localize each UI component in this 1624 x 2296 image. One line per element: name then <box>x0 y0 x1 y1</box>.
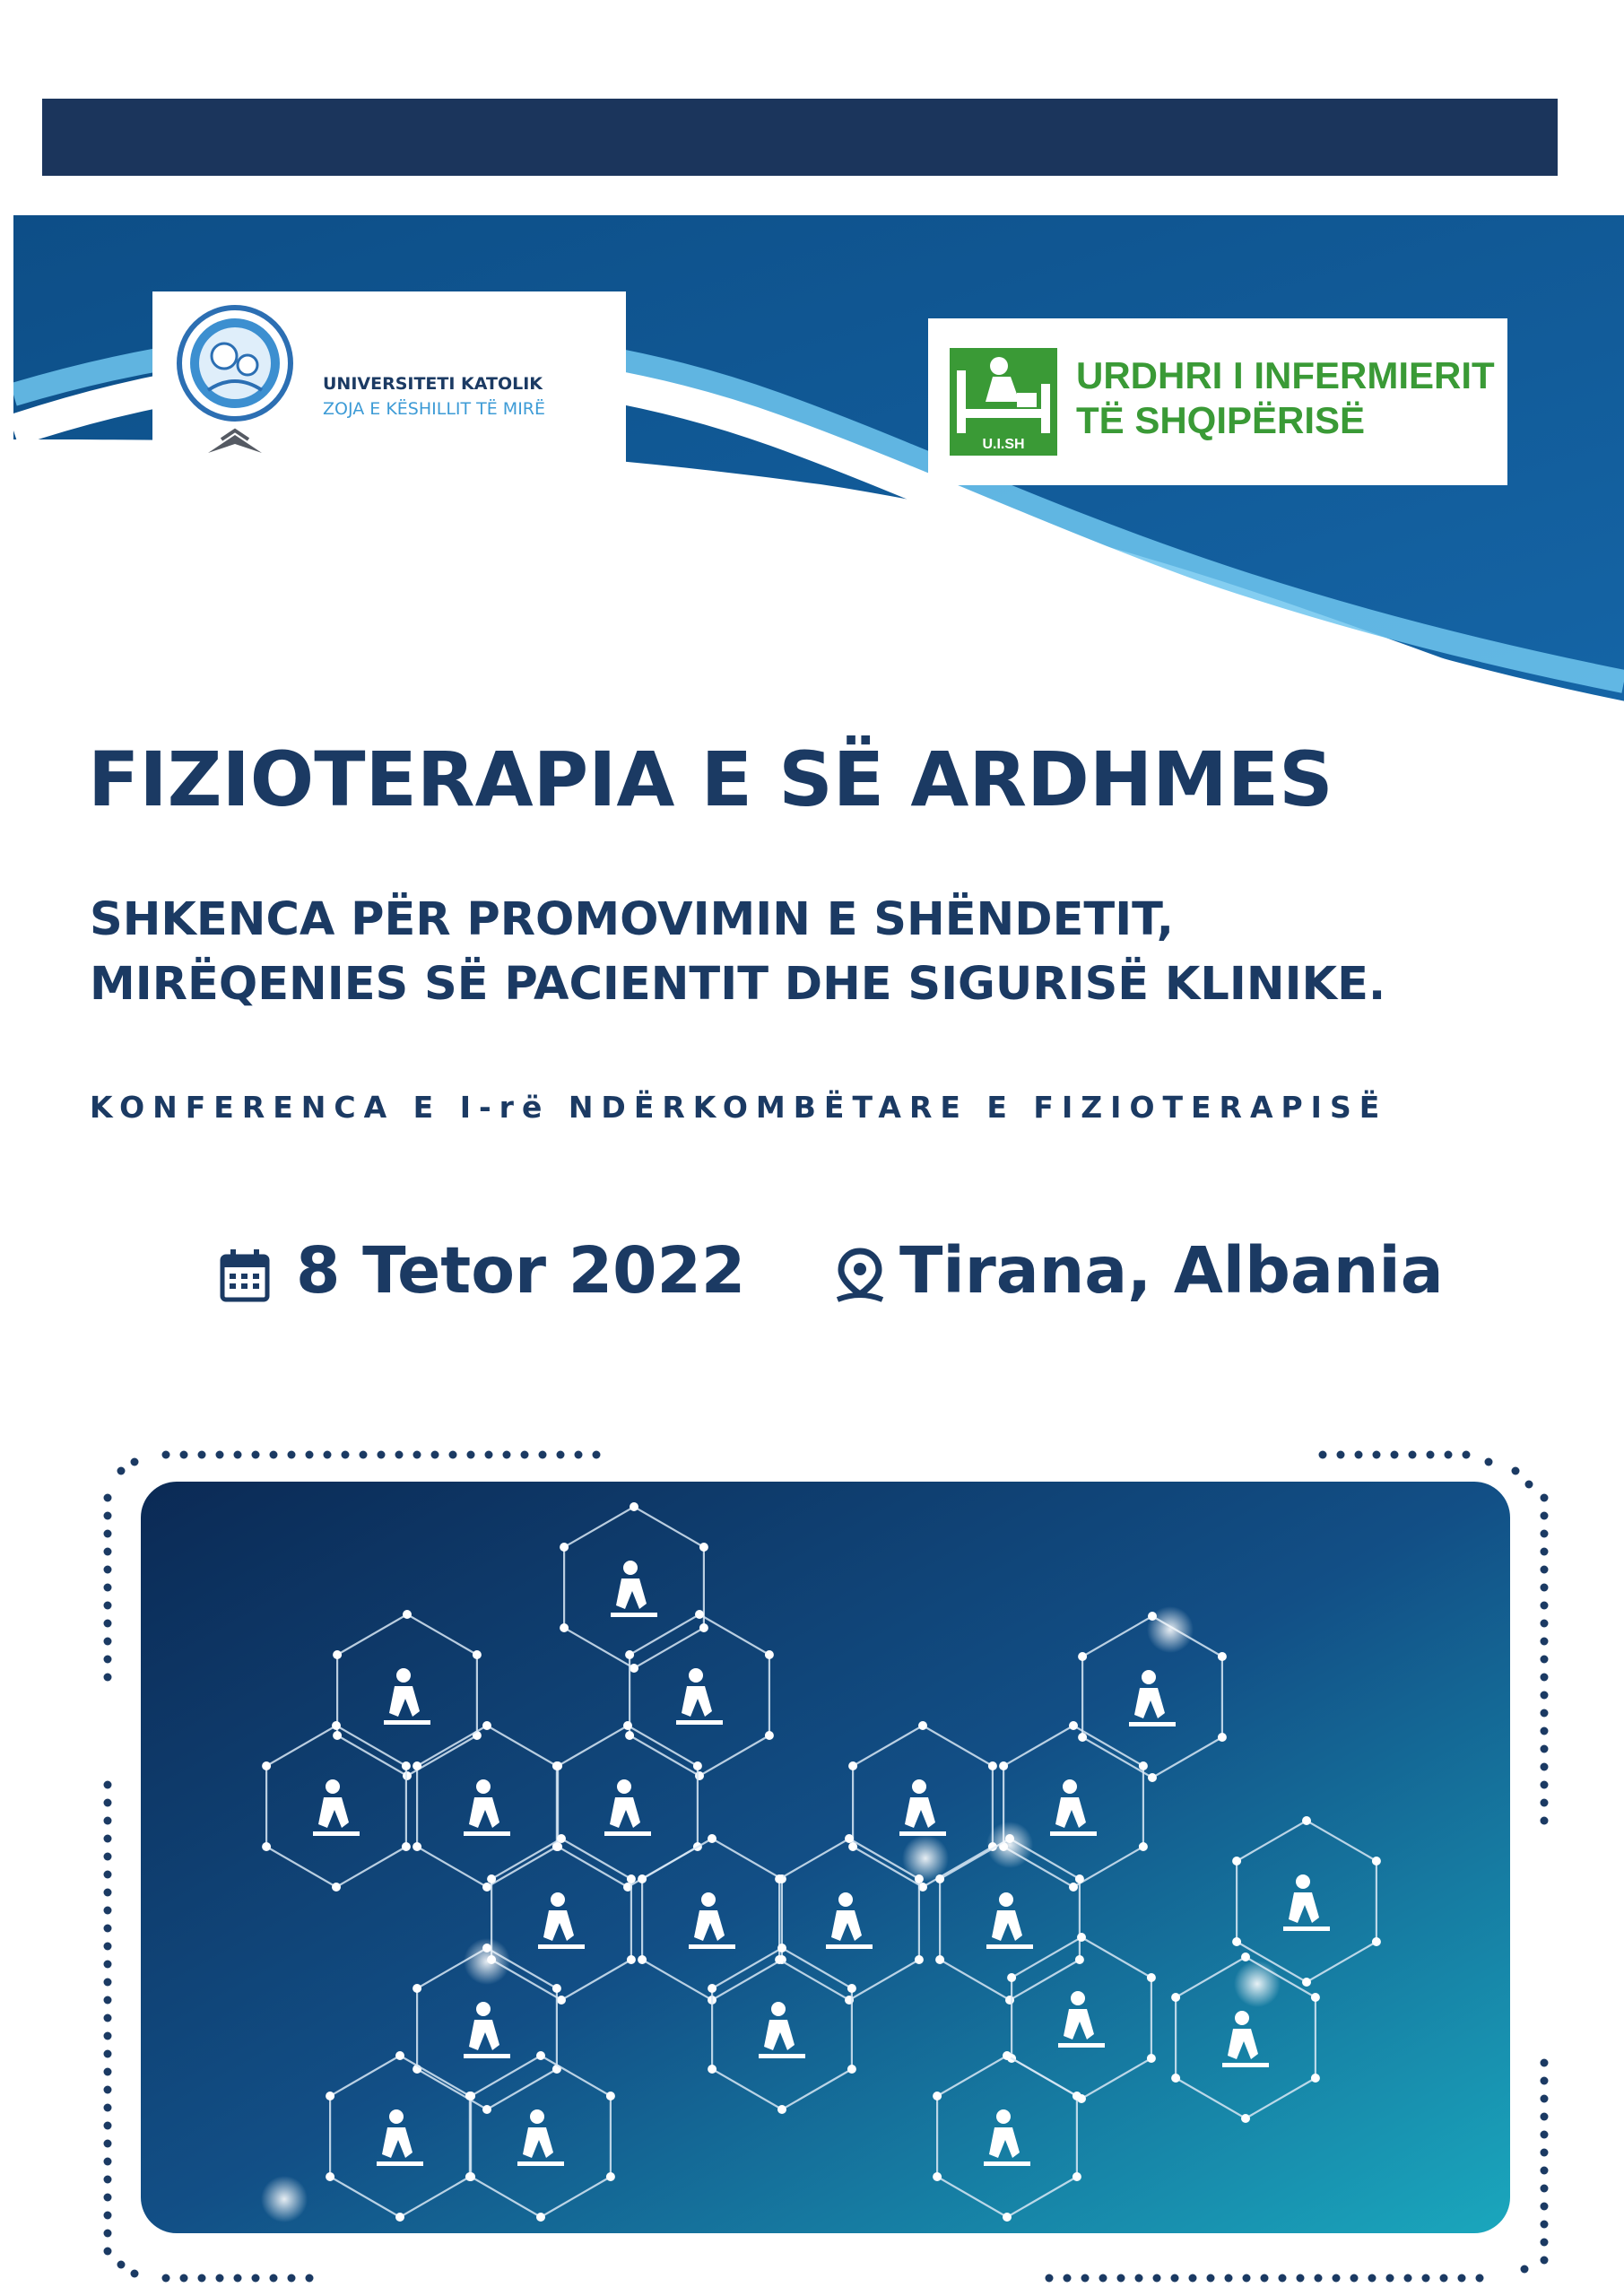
event-info-row <box>220 1233 1475 1314</box>
frame-dot <box>1046 2274 1054 2283</box>
frame-dot <box>395 1451 404 1459</box>
hexagon-node <box>627 1874 636 1883</box>
hexagon-node <box>1372 1937 1381 1946</box>
hexagon-node <box>1147 1973 1156 1982</box>
hexagon-node <box>1078 1733 1087 1742</box>
university-name-line1: UNIVERSITETI KATOLIK <box>323 374 543 394</box>
hexagon-node <box>708 1984 716 1993</box>
frame-dot <box>1541 2203 1549 2211</box>
frame-dot <box>104 1817 112 1825</box>
frame-dot <box>1333 2274 1341 2283</box>
frame-dot <box>1541 1817 1549 1825</box>
hexagon-node <box>623 1721 632 1730</box>
frame-dot <box>1355 1451 1363 1459</box>
frame-dot <box>1391 1451 1399 1459</box>
physiotherapy-icons-panel <box>141 1482 1510 2233</box>
hexagon-node <box>536 2051 545 2060</box>
university-logo <box>152 291 626 471</box>
nursing-order-line1: URDHRI I INFERMIERIT <box>1076 354 1495 396</box>
hexagon-node <box>553 1761 562 1770</box>
hexagon-node <box>1372 1857 1381 1866</box>
frame-dot <box>342 1451 350 1459</box>
frame-dot <box>1541 1763 1549 1771</box>
hexagon-node <box>848 1761 857 1770</box>
hexagon-node <box>1073 2092 1081 2100</box>
hexagon-node <box>1171 2074 1180 2083</box>
hexagon-node <box>933 2092 942 2100</box>
frame-dot <box>1373 1451 1381 1459</box>
frame-dot <box>1368 2274 1376 2283</box>
frame-dot <box>1081 2274 1090 2283</box>
frame-dot <box>104 1925 112 1933</box>
frame-dot <box>306 1451 314 1459</box>
frame-dot <box>104 1835 112 1843</box>
frame-dot <box>1541 1512 1549 1520</box>
hexagon-node <box>1311 2074 1320 2083</box>
frame-dot <box>104 1674 112 1682</box>
frame-dot <box>1541 1584 1549 1592</box>
university-seal-icon <box>172 300 298 471</box>
frame-dot <box>104 2122 112 2130</box>
frame-dot <box>1171 2274 1179 2283</box>
frame-dot <box>1541 1494 1549 1502</box>
frame-dot <box>104 1584 112 1592</box>
frame-dot <box>1541 1638 1549 1646</box>
hexagon-node <box>1232 1857 1241 1866</box>
hexagon-node <box>395 2051 404 2060</box>
frame-dot <box>1315 2274 1323 2283</box>
hexagon-node <box>1241 1952 1250 1961</box>
hexagon-node <box>332 1721 341 1730</box>
frame-dot <box>1427 1451 1435 1459</box>
frame-dot <box>104 1979 112 1987</box>
sparkle-glow <box>986 1822 1033 1868</box>
nursing-order-line2: TË SHQIPËRISË <box>1076 399 1366 441</box>
hexagon-node <box>466 2092 475 2100</box>
frame-dot <box>104 1638 112 1646</box>
frame-dot <box>1189 2274 1197 2283</box>
frame-dot <box>104 1494 112 1502</box>
hexagon-node <box>1148 1773 1157 1782</box>
hexagon-node <box>699 1543 708 1552</box>
hexagon-node <box>765 1650 774 1659</box>
frame-dot <box>104 1996 112 2005</box>
frame-dot <box>449 1451 457 1459</box>
hexagon-node <box>413 1842 421 1851</box>
frame-dot <box>216 2274 224 2283</box>
frame-dot <box>1422 2274 1430 2283</box>
hexagon-node <box>1302 1978 1311 1987</box>
hexagon-node <box>402 1761 411 1770</box>
frame-dot <box>104 2014 112 2022</box>
frame-dot <box>593 1451 601 1459</box>
frame-dot <box>104 1656 112 1664</box>
sparkle-glow <box>1234 1961 1281 2007</box>
frame-dot <box>104 2158 112 2166</box>
frame-dot <box>1541 1602 1549 1610</box>
hexagon-node <box>1218 1652 1227 1661</box>
badge-text: U.I.SH <box>982 437 1025 452</box>
frame-dot <box>234 1451 242 1459</box>
hexagon-node <box>606 2092 615 2100</box>
frame-dot <box>1409 1451 1417 1459</box>
frame-dot <box>1099 2274 1107 2283</box>
frame-dot <box>575 1451 583 1459</box>
frame-dot <box>1386 2274 1394 2283</box>
hexagon-node <box>1302 1816 1311 1825</box>
frame-dot <box>360 1451 368 1459</box>
hexagon-node <box>557 1834 566 1843</box>
frame-dot <box>1135 2274 1143 2283</box>
frame-dot <box>104 1907 112 1915</box>
frame-dot <box>1541 1709 1549 1718</box>
hexagon-node <box>1077 1933 1086 1942</box>
hexagon-node <box>1073 2172 1081 2181</box>
frame-dot <box>104 2230 112 2238</box>
frame-dot <box>1541 1745 1549 1753</box>
frame-dot <box>252 1451 260 1459</box>
location-pin-icon <box>834 1248 886 1303</box>
frame-dot <box>1541 2167 1549 2175</box>
frame-dot <box>1541 2257 1549 2265</box>
nurse-bed-icon <box>950 348 1057 456</box>
conference-kicker: KONFERENCA E I-rë NDËRKOMBËTARE E FIZIOTERAPISË <box>90 1090 1388 1125</box>
frame-dot <box>1458 2274 1466 2283</box>
hexagon-node <box>625 1650 634 1659</box>
frame-dot <box>1525 1481 1533 1489</box>
frame-dot <box>503 1451 511 1459</box>
frame-dot <box>104 1620 112 1628</box>
frame-dot <box>1261 2274 1269 2283</box>
frame-dot <box>1541 1548 1549 1556</box>
hexagon-node <box>262 1761 271 1770</box>
frame-dot <box>1153 2274 1161 2283</box>
frame-dot <box>1297 2274 1305 2283</box>
frame-dot <box>1541 2185 1549 2193</box>
hexagon-node <box>560 1623 569 1632</box>
hexagon-node <box>482 1721 491 1730</box>
hexagon-node <box>625 1731 634 1740</box>
frame-dot <box>104 1602 112 1610</box>
frame-dot <box>378 1451 386 1459</box>
hexagon-node <box>560 1543 569 1552</box>
frame-dot <box>324 1451 332 1459</box>
hexagon-node <box>1078 1652 1087 1661</box>
frame-dot <box>216 1451 224 1459</box>
hexagon-node <box>552 1984 561 1993</box>
frame-dot <box>288 2274 296 2283</box>
frame-dot <box>485 1451 493 1459</box>
hexagon-node <box>1311 1993 1320 2002</box>
sparkle-glow <box>1147 1606 1194 1653</box>
hexagon-node <box>413 1761 421 1770</box>
frame-dot <box>413 1451 421 1459</box>
hexagon-node <box>1007 1973 1016 1982</box>
university-name-line2: ZOJA E KËSHILLIT TË MIRË <box>323 399 546 419</box>
hexagon-node <box>638 1874 647 1883</box>
hexagon-node <box>333 1650 342 1659</box>
frame-dot <box>104 2050 112 2058</box>
frame-dot <box>198 2274 206 2283</box>
frame-dot <box>1541 1530 1549 1538</box>
hexagon-node <box>1005 1996 1014 2005</box>
frame-dot <box>180 2274 188 2283</box>
hexagon-node <box>413 1984 421 1993</box>
hexagon-node <box>487 1874 496 1883</box>
subtitle <box>90 888 1385 1017</box>
frame-dot <box>104 1943 112 1951</box>
hexagon-node <box>915 1955 924 1964</box>
hexagon-node <box>933 2172 942 2181</box>
frame-dot <box>104 1871 112 1879</box>
hexagon-node <box>918 1721 927 1730</box>
frame-dot <box>1541 1799 1549 1807</box>
frame-dot <box>104 2176 112 2184</box>
hexagon-node <box>1147 2054 1156 2063</box>
hexagon-node <box>847 2065 856 2074</box>
frame-dot <box>270 2274 278 2283</box>
sparkle-glow <box>464 1938 510 1985</box>
hexagon-node <box>557 1996 566 2005</box>
hexagon-node <box>845 1834 854 1843</box>
hexagon-node <box>1139 1761 1148 1770</box>
hexagon-node <box>777 2105 786 2114</box>
frame-dot <box>1541 2131 1549 2139</box>
hexagon-node <box>695 1610 704 1619</box>
hexagon-node <box>332 1883 341 1892</box>
event-date: 8 Tetor 2022 <box>296 1233 746 1308</box>
hexagon-node <box>326 2172 334 2181</box>
hexagon-node <box>326 2092 334 2100</box>
hexagon-node <box>606 2172 615 2181</box>
frame-dot <box>104 1853 112 1861</box>
frame-dot <box>162 1451 170 1459</box>
frame-dot <box>270 1451 278 1459</box>
frame-dot <box>198 1451 206 1459</box>
frame-dot <box>104 1566 112 1574</box>
frame-dot <box>1117 2274 1125 2283</box>
frame-dot <box>180 1451 188 1459</box>
frame-dot <box>104 1548 112 1556</box>
hexagon-node <box>1069 1721 1078 1730</box>
frame-dot <box>117 2261 126 2269</box>
nursing-order-logo <box>928 318 1507 485</box>
frame-dot <box>1541 1692 1549 1700</box>
frame-dot <box>104 2086 112 2094</box>
frame-dot <box>131 1458 139 1466</box>
frame-dot <box>104 2068 112 2076</box>
frame-dot <box>1279 2274 1287 2283</box>
hexagon-node <box>708 2065 716 2074</box>
hexagon-node <box>775 1955 784 1964</box>
hexagon-node <box>333 1731 342 1740</box>
frame-dot <box>1440 2274 1448 2283</box>
hexagon-node <box>699 1623 708 1632</box>
hexagon-node <box>847 1984 856 1993</box>
hexagon-node <box>988 1761 997 1770</box>
frame-dot <box>1521 2266 1529 2274</box>
frame-dot <box>104 2248 112 2256</box>
frame-dot <box>1207 2274 1215 2283</box>
event-place: Tirana, Albania <box>899 1233 1444 1308</box>
frame-dot <box>1541 2221 1549 2229</box>
frame-dot <box>431 1451 439 1459</box>
frame-dot <box>117 1467 126 1475</box>
hexagon-node <box>1139 1842 1148 1851</box>
hexagon-node <box>638 1955 647 1964</box>
frame-dot <box>1541 1656 1549 1664</box>
frame-dot <box>234 2274 242 2283</box>
hexagon-node <box>482 2105 491 2114</box>
hexagon-node <box>1003 2213 1012 2222</box>
frame-dot <box>162 2274 170 2283</box>
frame-dot <box>1541 2239 1549 2247</box>
frame-dot <box>104 1799 112 1807</box>
frame-dot <box>104 1781 112 1789</box>
hexagon-node <box>630 1502 638 1511</box>
hexagon-node <box>1069 1883 1078 1892</box>
hexagon-node <box>482 1883 491 1892</box>
frame-dot <box>539 1451 547 1459</box>
frame-dot <box>1541 2095 1549 2103</box>
frame-dot <box>1445 1451 1453 1459</box>
page-title: FIZIOTERAPIA E SË ARDHMES <box>88 735 1333 823</box>
hexagon-node <box>765 1731 774 1740</box>
frame-dot <box>104 2032 112 2040</box>
calendar-icon <box>220 1249 270 1303</box>
frame-dot <box>557 1451 565 1459</box>
frame-dot <box>1337 1451 1345 1459</box>
hexagon-node <box>775 1874 784 1883</box>
frame-dot <box>104 1530 112 1538</box>
frame-dot <box>288 1451 296 1459</box>
frame-dot <box>467 1451 475 1459</box>
hexagon-node <box>1232 1937 1241 1946</box>
hexagon-node <box>402 1842 411 1851</box>
frame-dot <box>104 2140 112 2148</box>
hexagon-node <box>630 1664 638 1673</box>
frame-dot <box>1225 2274 1233 2283</box>
subtitle-line1: SHKENCA PËR PROMOVIMIN E SHËNDETIT, <box>90 893 1175 946</box>
frame-dot <box>1064 2274 1072 2283</box>
frame-dot <box>104 1961 112 1969</box>
frame-dot <box>1319 1451 1327 1459</box>
hexagon-node <box>627 1955 636 1964</box>
hexagon-node <box>1218 1733 1227 1742</box>
frame-dot <box>1512 1467 1520 1475</box>
hexagon-node <box>999 1761 1008 1770</box>
top-banner-bar <box>42 99 1558 176</box>
hexagon-node <box>1075 1874 1084 1883</box>
hexagon-node <box>395 2213 404 2222</box>
frame-dot <box>1485 1458 1493 1466</box>
hexagon-node <box>1171 1993 1180 2002</box>
frame-dot <box>1541 1620 1549 1628</box>
hexagon-node <box>473 1650 482 1659</box>
hexagon-node <box>1003 2051 1012 2060</box>
frame-dot <box>1541 1674 1549 1682</box>
hexagon-node <box>708 1834 716 1843</box>
frame-dot <box>131 2270 139 2278</box>
frame-dot <box>521 1451 529 1459</box>
frame-dot <box>1541 1727 1549 1735</box>
hexagon-node <box>403 1610 412 1619</box>
frame-dot <box>1463 1451 1471 1459</box>
frame-dot <box>104 2194 112 2202</box>
frame-dot <box>1404 2274 1412 2283</box>
frame-dot <box>1243 2274 1251 2283</box>
frame-dot <box>104 2104 112 2112</box>
frame-dot <box>104 1889 112 1897</box>
frame-dot <box>104 2212 112 2220</box>
frame-dot <box>306 2274 314 2283</box>
frame-dot <box>1541 1781 1549 1789</box>
hexagon-node <box>693 1761 702 1770</box>
sparkle-glow <box>261 2176 308 2222</box>
frame-dot <box>1350 2274 1359 2283</box>
frame-dot <box>1541 2113 1549 2121</box>
frame-dot <box>1541 1566 1549 1574</box>
frame-dot <box>252 2274 260 2283</box>
frame-dot <box>1541 2059 1549 2067</box>
hexagon-node <box>777 1944 786 1952</box>
hexagon-node <box>1075 1955 1084 1964</box>
hexagon-node <box>536 2213 545 2222</box>
sparkle-glow <box>902 1835 949 1882</box>
frame-dot <box>104 1512 112 1520</box>
hexagon-node <box>466 2172 475 2181</box>
frame-dot <box>1541 2077 1549 2085</box>
frame-dot <box>1541 2149 1549 2157</box>
hexagon-node <box>695 1771 704 1780</box>
hexagon-node <box>935 1955 944 1964</box>
hexagon-node <box>1241 2114 1250 2123</box>
frame-dot <box>1476 2274 1484 2283</box>
subtitle-line2: MIRËQENIES SË PACIENTIT DHE SIGURISË KLINIKE. <box>90 958 1386 1011</box>
hexagon-node <box>262 1842 271 1851</box>
